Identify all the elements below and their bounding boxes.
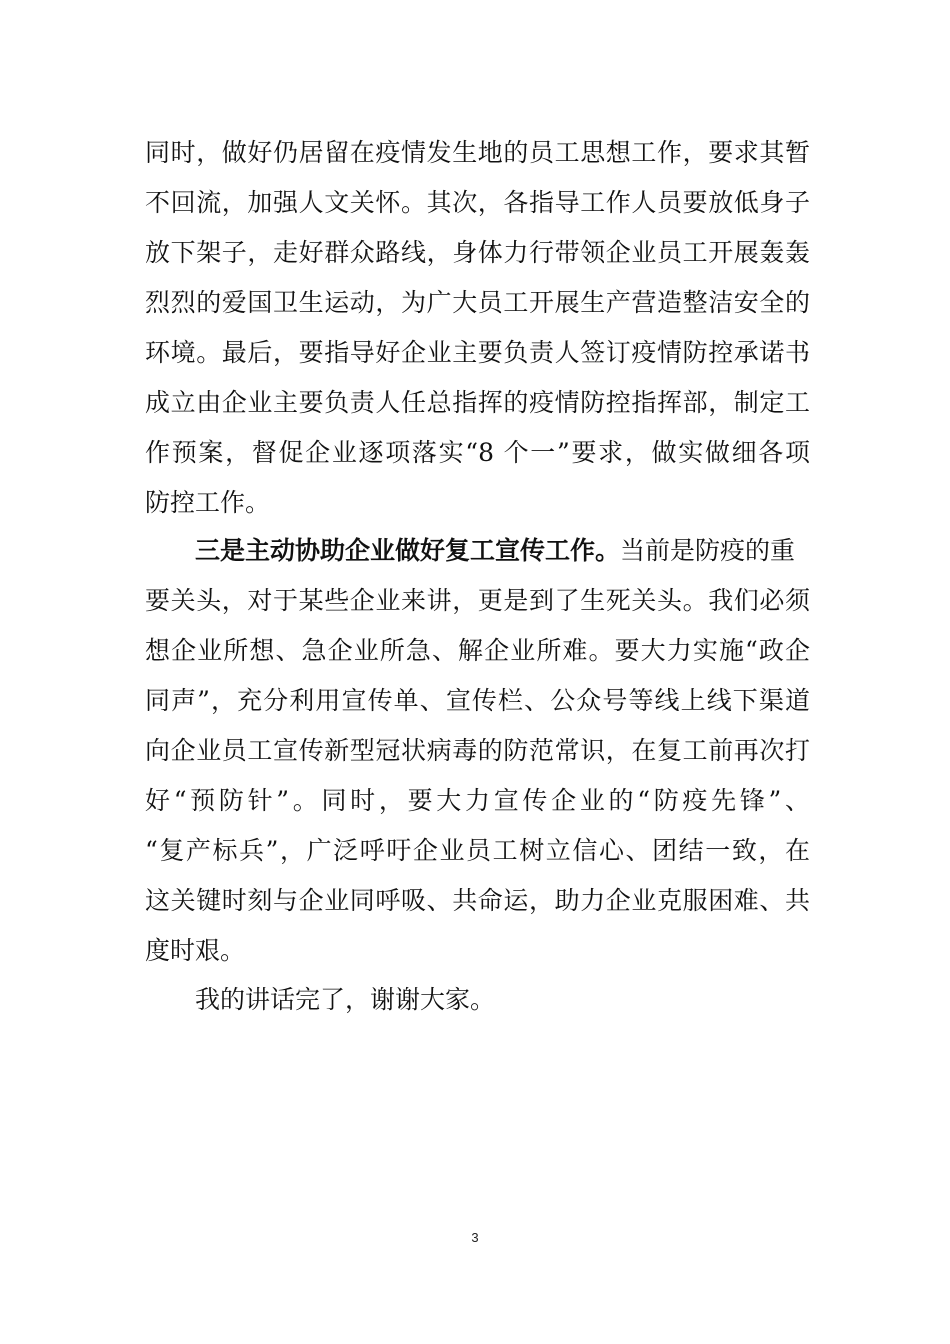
paragraph-closing bbox=[145, 975, 810, 1025]
closing-remark: 我的讲话完了，谢谢大家。 bbox=[195, 985, 496, 1014]
paragraph-first-line-text: 当前是防疫的重 bbox=[620, 536, 796, 565]
paragraph-line: 作预案，督促企业逐项落实“8 个一”要求，做实做细各项 bbox=[145, 438, 810, 467]
paragraph-continuation bbox=[145, 128, 810, 528]
paragraph-line: 烈烈的爱国卫生运动，为广大员工开展生产营造整洁安全的 bbox=[145, 288, 810, 317]
paragraph-line: “复产标兵”，广泛呼吁企业员工树立信心、团结一致，在 bbox=[145, 836, 810, 865]
paragraph-line: 成立由企业主要负责人任总指挥的疫情防控指挥部，制定工 bbox=[145, 388, 810, 417]
paragraph-line: 环境。最后，要指导好企业主要负责人签订疫情防控承诺书 bbox=[145, 338, 810, 367]
paragraph-publicity bbox=[145, 526, 810, 976]
paragraph-line: 这关键时刻与企业同呼吸、共命运，助力企业克服困难、共 bbox=[145, 886, 810, 915]
paragraph-line: 度时艰。 bbox=[145, 936, 246, 965]
paragraph-line: 不回流，加强人文关怀。其次，各指导工作人员要放低身子 bbox=[145, 188, 810, 217]
paragraph-line: 要关头，对于某些企业来讲，更是到了生死关头。我们必须 bbox=[145, 586, 810, 615]
paragraph-line: 防控工作。 bbox=[145, 488, 271, 517]
paragraph-line: 向企业员工宣传新型冠状病毒的防范常识，在复工前再次打 bbox=[145, 736, 810, 765]
page-number: 3 bbox=[471, 1230, 479, 1245]
paragraph-line: 想企业所想、急企业所急、解企业所难。要大力实施“政企 bbox=[145, 636, 810, 665]
paragraph-line: 放下架子，走好群众路线，身体力行带领企业员工开展轰轰 bbox=[145, 238, 810, 267]
paragraph-heading: 三是主动协助企业做好复工宣传工作。 bbox=[195, 536, 621, 565]
paragraph-line: 同声”，充分利用宣传单、宣传栏、公众号等线上线下渠道 bbox=[145, 686, 810, 715]
paragraph-first-line bbox=[145, 526, 810, 576]
paragraph-line: 好“预防针”。同时，要大力宣传企业的“防疫先锋”、 bbox=[145, 786, 810, 815]
paragraph-line: 同时，做好仍居留在疫情发生地的员工思想工作，要求其暂 bbox=[145, 138, 810, 167]
